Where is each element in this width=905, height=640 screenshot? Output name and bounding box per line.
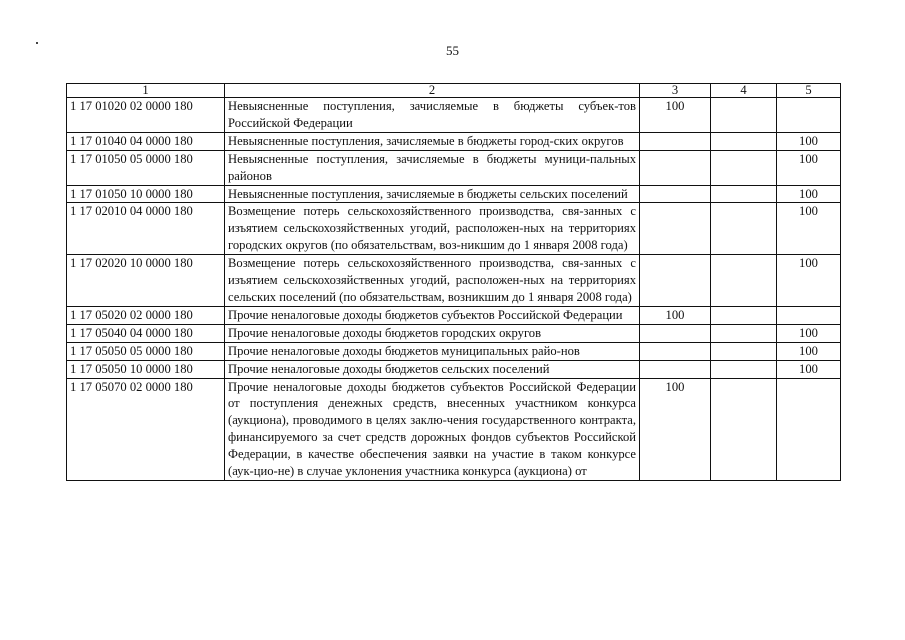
- column-3-value: [640, 150, 711, 185]
- income-description: Невыясненные поступления, зачисляемые в бюджеты субъек-тов Российской Федерации: [225, 98, 640, 133]
- column-4-value: [711, 306, 777, 324]
- income-description: Невыясненные поступления, зачисляемые в бюджеты город-ских округов: [225, 132, 640, 150]
- page-number: 55: [446, 43, 459, 58]
- income-description: Прочие неналоговые доходы бюджетов городских округов: [225, 324, 640, 342]
- column-5-value: 100: [777, 150, 841, 185]
- column-3-value: [640, 324, 711, 342]
- income-description: Прочие неналоговые доходы бюджетов субъектов Российской Федерации: [225, 306, 640, 324]
- table-row: [67, 360, 841, 378]
- column-3-value: 100: [640, 306, 711, 324]
- column-4-value: [711, 203, 777, 255]
- column-3-value: [640, 360, 711, 378]
- table-row: [67, 98, 841, 133]
- budget-classification-table: [66, 83, 841, 481]
- column-header: 4: [711, 84, 777, 98]
- budget-code: 1 17 05050 05 0000 180: [67, 342, 225, 360]
- column-4-value: [711, 98, 777, 133]
- column-5-value: 100: [777, 360, 841, 378]
- budget-code: 1 17 01050 10 0000 180: [67, 185, 225, 203]
- table-row: [67, 306, 841, 324]
- column-header: 3: [640, 84, 711, 98]
- column-5-value: 100: [777, 185, 841, 203]
- column-3-value: [640, 203, 711, 255]
- column-4-value: [711, 185, 777, 203]
- budget-code: 1 17 01020 02 0000 180: [67, 98, 225, 133]
- column-header: 5: [777, 84, 841, 98]
- budget-code: 1 17 05050 10 0000 180: [67, 360, 225, 378]
- budget-code: 1 17 02010 04 0000 180: [67, 203, 225, 255]
- table-row: [67, 185, 841, 203]
- column-3-value: 100: [640, 378, 711, 480]
- table-row: [67, 324, 841, 342]
- column-4-value: [711, 342, 777, 360]
- table-row: [67, 378, 841, 480]
- budget-code: 1 17 05040 04 0000 180: [67, 324, 225, 342]
- column-5-value: [777, 378, 841, 480]
- column-3-value: [640, 342, 711, 360]
- column-5-value: 100: [777, 342, 841, 360]
- income-description: Прочие неналоговые доходы бюджетов сельских поселений: [225, 360, 640, 378]
- budget-code: 1 17 05070 02 0000 180: [67, 378, 225, 480]
- income-description: Возмещение потерь сельскохозяйственного производства, свя-занных с изъятием сельскохозяйственных угодий, расположен-ных на территориях городских округов (по обязательствам, воз-никшим до 1 января 2008 года): [225, 203, 640, 255]
- budget-code: 1 17 01050 05 0000 180: [67, 150, 225, 185]
- column-4-value: [711, 324, 777, 342]
- table-row: [67, 150, 841, 185]
- column-5-value: 100: [777, 203, 841, 255]
- column-4-value: [711, 378, 777, 480]
- column-4-value: [711, 150, 777, 185]
- column-3-value: [640, 132, 711, 150]
- income-description: Возмещение потерь сельскохозяйственного производства, свя-занных с изъятием сельскохозяйственных угодий, расположен-ных на территориях сельских поселений (по обязательствам, возникшим до 1 января 2008 года): [225, 255, 640, 307]
- column-5-value: 100: [777, 132, 841, 150]
- table-row: [67, 203, 841, 255]
- table-header-row: [67, 84, 841, 98]
- column-4-value: [711, 255, 777, 307]
- income-description: Невыясненные поступления, зачисляемые в бюджеты муници-пальных районов: [225, 150, 640, 185]
- column-header: 2: [225, 84, 640, 98]
- income-description: Невыясненные поступления, зачисляемые в бюджеты сельских поселений: [225, 185, 640, 203]
- budget-code: 1 17 02020 10 0000 180: [67, 255, 225, 307]
- income-description: Прочие неналоговые доходы бюджетов субъектов Российской Федерации от поступления денежных средств, внесенных участником конкурса (аукциона), проводимого в целях заклю-чения государственного контракта, финансируемого за счет средств дорожных фондов субъектов Российской Федерации, в качестве обеспечения заявки на участие в таком конкурсе (аук-цио-не) в случае уклонения участника конкурса (аукциона) от: [225, 378, 640, 480]
- column-header: 1: [67, 84, 225, 98]
- column-5-value: 100: [777, 324, 841, 342]
- income-description: Прочие неналоговые доходы бюджетов муниципальных райо-нов: [225, 342, 640, 360]
- table-row: [67, 255, 841, 307]
- column-4-value: [711, 132, 777, 150]
- budget-code: 1 17 01040 04 0000 180: [67, 132, 225, 150]
- column-3-value: 100: [640, 98, 711, 133]
- column-3-value: [640, 185, 711, 203]
- column-5-value: 100: [777, 255, 841, 307]
- table-row: [67, 342, 841, 360]
- column-5-value: [777, 306, 841, 324]
- budget-code: 1 17 05020 02 0000 180: [67, 306, 225, 324]
- column-4-value: [711, 360, 777, 378]
- column-5-value: [777, 98, 841, 133]
- column-3-value: [640, 255, 711, 307]
- table-row: [67, 132, 841, 150]
